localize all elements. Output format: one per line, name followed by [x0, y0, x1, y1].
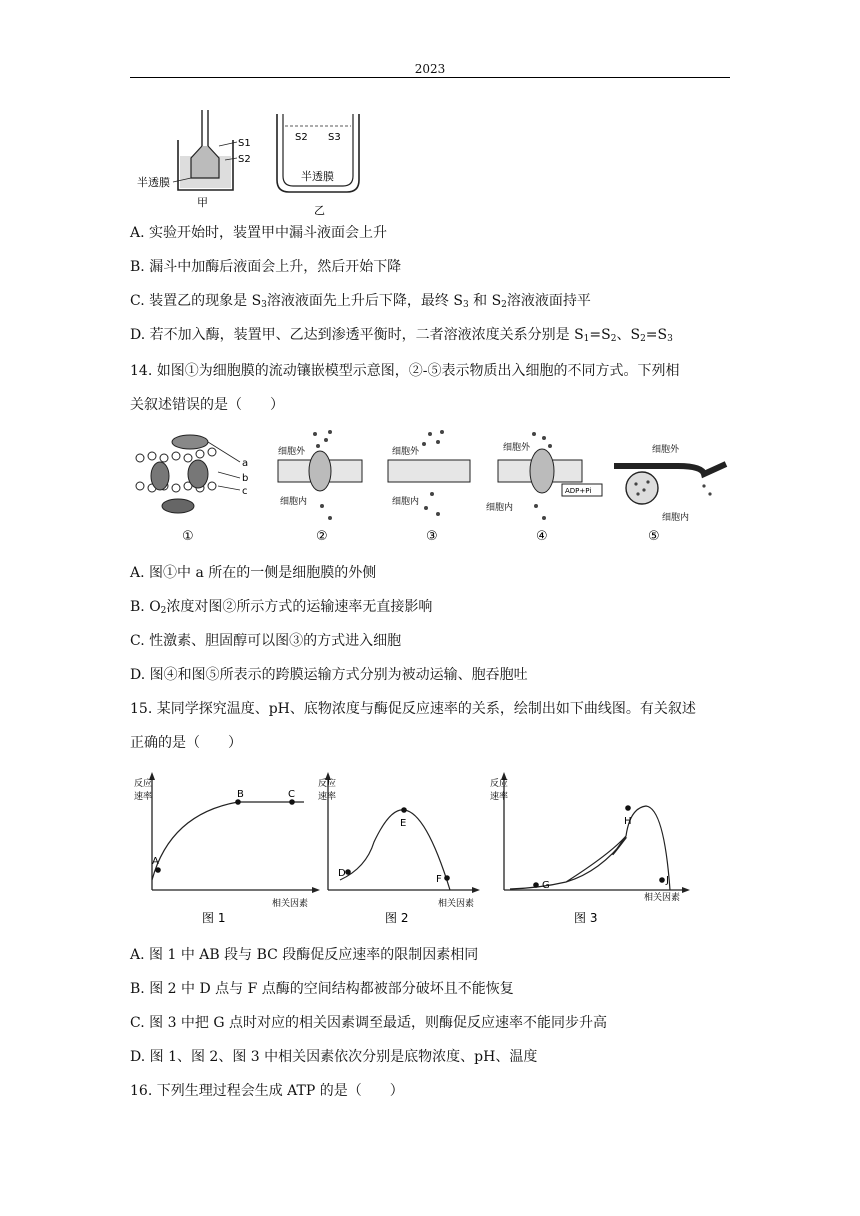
q13-option-b: B. 漏斗中加酶后液面会上升，然后开始下降	[130, 259, 402, 275]
q14-option-a: A. 图①中 a 所在的一侧是细胞膜的外侧	[130, 565, 377, 581]
label-point-b: B	[237, 789, 244, 800]
q14-option-b: B. $O_2$浓度对图②所示方式的运输速率无直接影响	[130, 599, 433, 616]
out-label-3: 细胞外	[392, 447, 420, 457]
chart2-ylabel-1: 反应	[318, 779, 337, 789]
chart3-ylabel-1: 反应	[490, 779, 509, 789]
fig14-num-3: ③	[426, 529, 438, 544]
label-point-h: H	[624, 816, 632, 827]
fig14-num-1: ①	[182, 529, 194, 544]
fig14-num-4: ④	[536, 529, 548, 544]
q15-option-d: D. 图 1、图 2、图 3 中相关因素依次分别是底物浓度、pH、温度	[130, 1049, 538, 1065]
jia-semimembrane-label: 半透膜	[137, 176, 170, 189]
q14-option-d: D. 图④和图⑤所表示的跨膜运输方式分别为被动运输、胞吞胞吐	[130, 667, 528, 683]
in-label-4: 细胞内	[486, 503, 514, 513]
label-a: a	[242, 458, 249, 469]
chart1-ylabel-1: 反应	[134, 779, 153, 789]
label-c: c	[242, 486, 248, 497]
point-e	[401, 807, 407, 813]
transport-mode-4	[486, 432, 602, 544]
q15-stem-line1: 15. 某同学探究温度、pH、底物浓度与酶促反应速率的关系，绘制出如下曲线图。有关叙述	[130, 701, 696, 717]
jia-s2-label: S2	[238, 154, 251, 165]
page-header-year: 2023	[414, 62, 446, 76]
yi-s2-label: S2	[295, 132, 308, 143]
label-point-e: E	[400, 818, 407, 829]
chart2-title: 图 2	[385, 911, 409, 925]
fluid-mosaic-model	[136, 435, 248, 544]
label-point-a: A	[152, 856, 159, 867]
q14-option-c: C. 性激素、胆固醇可以图③的方式进入细胞	[130, 633, 402, 649]
chart2-ylabel-2: 速率	[318, 792, 337, 802]
point-a	[155, 867, 161, 873]
adp-pi-label: ADP+Pi	[565, 487, 592, 495]
q15-option-c: C. 图 3 中把 G 点时对应的相关因素调至最适，则酶促反应速率不能同步升高	[130, 1015, 608, 1031]
q14-stem-line1: 14. 如图①为细胞膜的流动镶嵌模型示意图，②-⑤表示物质出入细胞的不同方式。下列相	[130, 363, 680, 379]
q15-option-a: A. 图 1 中 AB 段与 BC 段酶促反应速率的限制因素相同	[130, 947, 479, 963]
label-point-g: G	[542, 880, 550, 891]
apparatus-yi	[277, 114, 359, 217]
q15-stem-line2: 正确的是（ ）	[130, 735, 242, 751]
q13-option-a: A. 实验开始时，装置甲中漏斗液面会上升	[130, 225, 388, 241]
point-g	[533, 882, 539, 888]
yi-s3-label: S3	[328, 132, 341, 143]
in-label-2: 细胞内	[280, 497, 308, 507]
label-point-j: J	[666, 875, 669, 886]
label-b: b	[242, 473, 249, 484]
osmosis-apparatus-figure	[135, 108, 375, 220]
in-label-3: 细胞内	[392, 497, 420, 507]
point-d	[345, 869, 351, 875]
out-label-2: 细胞外	[278, 447, 306, 457]
q13-option-c: C. 装置乙的现象是 $S_3$溶液液面先上升后下降，最终 $S_3$ 和 $S_2$溶液液面持平	[130, 293, 591, 310]
chart-1	[134, 772, 320, 925]
header-rule	[130, 77, 730, 78]
enzyme-rate-charts	[130, 764, 730, 932]
out-label-5: 细胞外	[652, 445, 680, 455]
label-point-d: D	[338, 868, 346, 879]
chart3-xlabel: 相关因素	[644, 893, 681, 903]
yi-semimembrane-label: 半透膜	[301, 170, 334, 183]
jia-label: 甲	[197, 196, 208, 209]
label-point-c: C	[288, 789, 295, 800]
chart1-title: 图 1	[202, 911, 226, 925]
point-c	[289, 799, 295, 805]
point-h	[625, 805, 631, 811]
chart2-xlabel: 相关因素	[438, 899, 475, 909]
chart3-ylabel-2: 速率	[490, 792, 509, 802]
q14-stem-line2: 关叙述错误的是（ ）	[130, 397, 284, 413]
fig14-num-2: ②	[316, 529, 328, 544]
transport-mode-2	[278, 430, 362, 544]
q15-option-b: B. 图 2 中 D 点与 F 点酶的空间结构都被部分破坏且不能恢复	[130, 981, 514, 997]
label-point-f: F	[436, 874, 442, 885]
chart-2	[318, 772, 480, 925]
yi-label: 乙	[314, 204, 325, 217]
jia-s1-label: S1	[238, 138, 251, 149]
in-label-5: 细胞内	[662, 513, 690, 523]
out-label-4: 细胞外	[503, 443, 531, 453]
chart1-ylabel-2: 速率	[134, 792, 153, 802]
point-j	[659, 877, 665, 883]
point-f	[444, 875, 450, 881]
chart3-title: 图 3	[574, 911, 598, 925]
chart-3	[490, 772, 690, 925]
membrane-transport-figure	[130, 428, 730, 548]
chart1-xlabel: 相关因素	[272, 899, 309, 909]
q13-option-d: D. 若不加入酶，装置甲、乙达到渗透平衡时，二者溶液浓度关系分别是 $S_1=S_2$、$S_2=S_3$	[130, 327, 673, 344]
fig14-num-5: ⑤	[648, 529, 660, 544]
point-b	[235, 799, 241, 805]
transport-mode-3	[388, 430, 470, 544]
transport-mode-5	[614, 443, 726, 544]
q16-stem: 16. 下列生理过程会生成 ATP 的是（ ）	[130, 1083, 404, 1099]
apparatus-jia	[137, 110, 251, 209]
